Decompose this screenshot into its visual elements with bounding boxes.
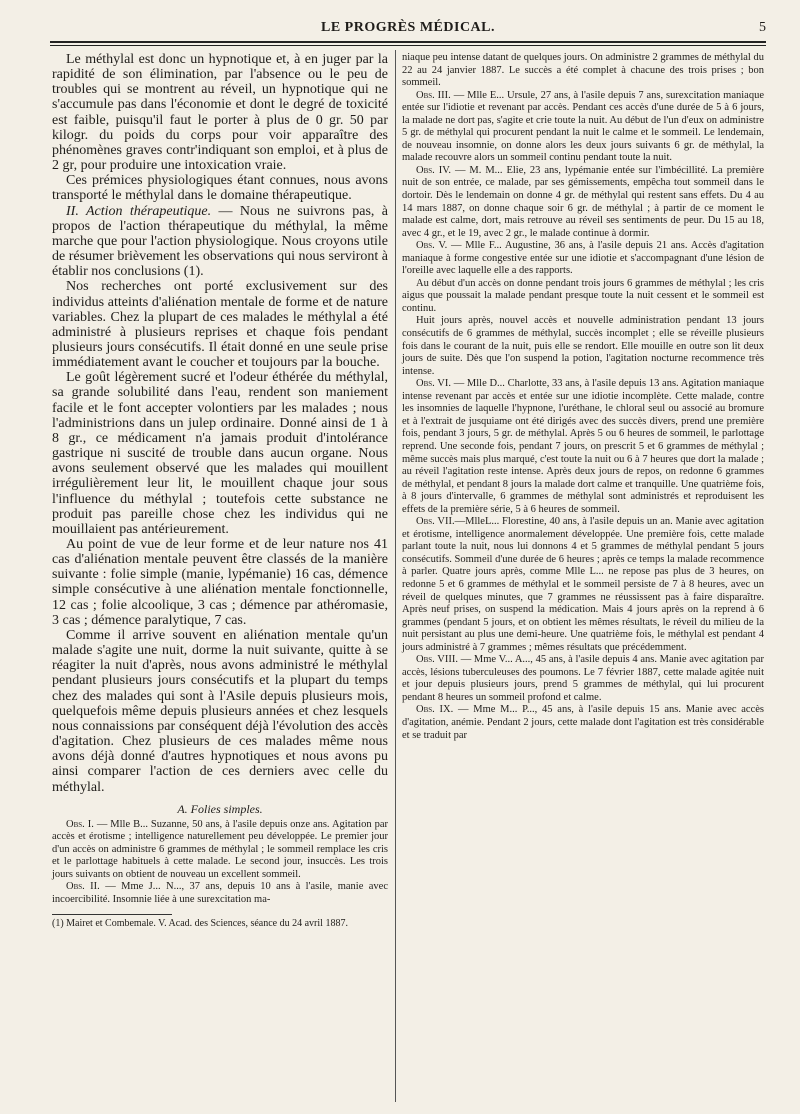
- header-rule: [50, 41, 766, 43]
- observation: Obs. IV. — M. M... Elie, 23 ans, lypémanie entée sur l'imbécillité. La première nuit de son entrée, ce malade, par ses gémissements, empêcha tout sommeil dans le dortoir. Dès le lendemain on donne 4 gr. de méthylal qui restent sans effets. Du 4 au 14 mars 1887, on donne chaque soir 6 gr. de méthylal ; à partir de ce moment le malade est calme, dort, mais retrouve au réveil ses sentiments de peur. Du 15 au 18, avec 4 gr., et le 19, avec 2 gr., le malade continue à dormir.: [402, 164, 765, 239]
- obs-label: Obs. IX.: [416, 704, 454, 716]
- journal-title: LE PROGRÈS MÉDICAL.: [320, 20, 496, 35]
- obs-label: Obs. V.: [416, 240, 448, 252]
- paragraph: Le méthylal est donc un hypnotique et, à en juger par la rapidité de son élimination, par l'absence ou le peu de troubles qui se montrent au réveil, un hypnotique qui ne s'accumule pas dans l'économie et dont le degré de toxicité est faible, puisqu'il faut le porter à plus de 0 gr. 50 par kilogr. du poids du corps pour voir apparaître des phénomènes graves contr'indiquant son emploi, et à plus de 2 gr, pour produire une intoxication vraie.: [52, 52, 388, 174]
- obs-label: Obs. II.: [66, 881, 100, 893]
- paragraph: Au point de vue de leur forme et de leur nature nos 41 cas d'aliénation mentale peuvent être classés de la manière suivante : folie simple (manie, lypémanie) 16 cas, démence simple consécutive à une aliénation mentale fonctionnelle, 12 cas ; folie alcoolique, 3 cas ; démence par athéromasie, 3 cas ; démence paralytique, 7 cas.: [52, 537, 388, 628]
- section-heading: II. Action thérapeutique.: [66, 203, 212, 219]
- observation: Obs. VI. — Mlle D... Charlotte, 33 ans, à l'asile depuis 13 ans. Agitation maniaque intense revenant par accès et entée sur une idiotie incomplète. Cette malade, contre les insomnies de laquelle l'hypnone, l'uréthane, le chloral seul ou associé au bromure et à l'extrait de jusquiame ont été dirigés avec des succès divers, prend une première fois, pendant 3 jours, 5 gr. de méthylal. Après 5 ou 6 heures de sommeil, le parlottage reprend. Une seconde fois, pendant 7 jours, on prescrit 5 et 6 grammes de méthylal ; même succès mais plus marqué, c'est toute la nuit ou 6 à 7 heures que dort la malade ; au réveil l'agitation reste intense. Après deux jours de repos, on redonne 6 grammes de méthylal, et pendant 8 jours la malade dort calme et tranquille. Une quatrième fois, à 8 jours d'intervalle, 6 grammes de méthylal sont administrés et reproduisent les effets de la première série, 5 à 6 heures de sommeil.: [402, 378, 764, 515]
- footnote-rule: [52, 914, 172, 915]
- footnote: (1) Mairet et Combemale. V. Acad. des Sciences, séance du 24 avril 1887.: [52, 918, 348, 930]
- paragraph: Huit jours après, nouvel accès et nouvelle administration pendant 13 jours consécutifs de 6 grammes de méthylal, succès incomplet ; elle se réveille plusieurs fois dans le courant de la nuit, puis elle se rendort. Elle mouille en outre son lit deux jours de suite. Dès que l'on suspend la potion, l'agitation nocturne recommence très intense.: [402, 315, 764, 377]
- running-header: [50, 20, 766, 42]
- paragraph: II. Action thérapeutique. — Nous ne suivrons pas, à propos de l'action thérapeutique du méthylal, la même marche que pour l'action physiologique. Nous croyons utile de résumer brièvement les observations qui nous serviront à établir nos conclusions (1).: [52, 203, 388, 280]
- observation: Obs. II. — Mme J... N..., 37 ans, depuis 10 ans à l'asile, manie avec incoercibilité. Insomnie liée à une surexcitation ma-: [52, 881, 388, 905]
- observation: Obs. III. — Mlle E... Ursule, 27 ans, à l'asile depuis 7 ans, surexcitation maniaque entée sur l'idiotie et revenant par accès. Pendant ces accès d'une durée de 5 à 6 jours, la malade ne dort pas, s'agite et crie toute la nuit. Au début de l'un d'eux on administre 5 gr. de méthylal qui procurent pendant la nuit le calme et le sommeil. Le lendemain, de nouveau insomnie, on donne alors les deux jours suivants 6 gr. de méthylal, la malade recouvre alors un sommeil continu pendant toute la nuit.: [402, 89, 764, 164]
- observations: [402, 52, 764, 742]
- obs-label: Obs. I.: [66, 818, 94, 830]
- paragraph: Ces prémices physiologiques étant connues, nous avons transporté le méthylal dans le domaine thérapeutique.: [52, 173, 388, 204]
- paragraph: Nos recherches ont porté exclusivement sur des individus atteints d'aliénation mentale de forme et de nature variables. Chez la plupart de ces malades le méthylal a été administré à plusieurs reprises et chaque fois pendant plusieurs jours consécutifs. Il était donné en une seule prise immédiatement avant le coucher et toujours par la bouche.: [52, 279, 388, 371]
- column-divider: [395, 50, 396, 1102]
- paragraph: Au début d'un accès on donne pendant trois jours 6 grammes de méthylal ; les cris aigus que poussait la malade pendant presque toute la nuit cessent et le sommeil est continu.: [402, 277, 764, 314]
- observation: Obs. VII.—MlleL... Florestine, 40 ans, à l'asile depuis un an. Manie avec agitation et érotisme, intelligence anormalement développée. Une première fois, cette malade parlant toute la nuit, nous lui donnons 4 et 5 grammes de méthylal pendant 5 jours consécutifs. Sommeil d'une durée de 6 heures ; après ce temps la malade recommence à parler. Quatre jours après, comme Mlle L... ne repose pas plus de 3 heures, on redonne 5 et 6 grammes de méthylal et le sommeil persiste de 7 à 8 heures, avec un réveil de quelques minutes, que 7 grammes ne réussissent pas à faire disparaître. Après neuf prises, on suspend la médication. Mais 4 jours après on la reprend à 6 grammes (pendant 5 jours, et on obtient les mêmes résultats, le réveil du milieu de la nuit persistant au plus une demi-heure. Une quatrième fois, le méthylal est pendant 4 jours administré à 7 grammes ; mêmes résultats que précédemment.: [402, 516, 764, 653]
- observation-continued: niaque peu intense datant de quelques jours. On administre 2 grammes de méthylal du 22 au 24 janvier 1887. Le succès a été complet à chacune des trois prises ; bon sommeil.: [402, 52, 764, 89]
- observation: Obs. IX. — Mme M... P..., 45 ans, à l'asile depuis 15 ans. Manie avec accès d'agitation, anémie. Pendant 2 jours, cette malade dont l'agitation est très considérable et se traduit par: [402, 704, 764, 741]
- observations: [52, 819, 388, 907]
- left-column: [52, 52, 388, 930]
- body-text: [52, 52, 388, 795]
- subsection-heading: A. Folies simples.: [177, 801, 263, 816]
- observation: Obs. VIII. — Mme V... A..., 45 ans, à l'asile depuis 4 ans. Manie avec agitation par accès, lésions tuberculeuses des poumons. Le 7 février 1887, cette malade agitée nuit et jour depuis plusieurs jours, prend 5 grammes de méthylal, qui lui procurent pendant 8 heures un sommeil profond et calme.: [402, 654, 765, 703]
- obs-label: Obs. VI.: [416, 378, 451, 390]
- page-number: 5: [759, 20, 766, 35]
- paragraph: Comme il arrive souvent en aliénation mentale qu'un malade s'agite une nuit, dorme la nuit suivante, quitte à se réagiter la nuit d'après, nous avons administré le méthylal pendant plusieurs jours consécutifs et la plupart du temps chez des malades qui sont à l'Asile depuis plusieurs mois, quelquefois même depuis plusieurs années et chez lesquels nous connaissions par conséquent déjà l'évolution des accès d'agitation. Chez plusieurs de ces malades même nous avons déjà donné d'autres hypnotiques et nous avons pu ainsi comparer l'action de ces derniers avec celle du méthylal.: [52, 627, 388, 795]
- obs-label: Obs. IV.: [416, 164, 452, 176]
- paragraph: Le goût légèrement sucré et l'odeur éthérée du méthylal, sa grande solubilité dans l'eau, rendent son maniement facile et le font accepter volontiers par les malades ; nous l'administrions dans un julep ordinaire. Donné ainsi de 1 à 8 gr., ce médicament n'a jamais produit d'intolérance gastrique ni suscité de trouble dans aucun organe. Nous avons seulement observé que les malades qui mouillent irrégulièrement leur lit, le mouillent chaque jour sous l'influence du méthylal ; toutefois cette substance ne produit pas pareille chose chez les individus qui ne mouillaient pas antérieurement.: [52, 370, 388, 537]
- observation: Obs. V. — Mlle F... Augustine, 36 ans, à l'asile depuis 21 ans. Accès d'agitation maniaque à forme congestive entée sur une idiotie et s'accompagnant d'une lésion de l'oreille avec laquelle elle a des rapports.: [402, 240, 764, 277]
- obs-label: Obs. VIII.: [416, 654, 458, 666]
- obs-label: Obs. VII.: [416, 516, 455, 528]
- observation: Obs. I. — Mlle B... Suzanne, 50 ans, à l'asile depuis onze ans. Agitation par accès et érotisme ; intelligence naturellement peu développée. Le premier jour d'un accès on administre 6 grammes de méthylal ; le sommeil remplace les cris et le parlottage habituels à cette malade. Le second jour, insuccès. Les trois jours suivants on obtient de nouveau un excellent sommeil.: [52, 818, 388, 880]
- header-rule-thin: [50, 45, 766, 46]
- right-column: [402, 52, 764, 742]
- obs-label: Obs. III.: [416, 89, 451, 101]
